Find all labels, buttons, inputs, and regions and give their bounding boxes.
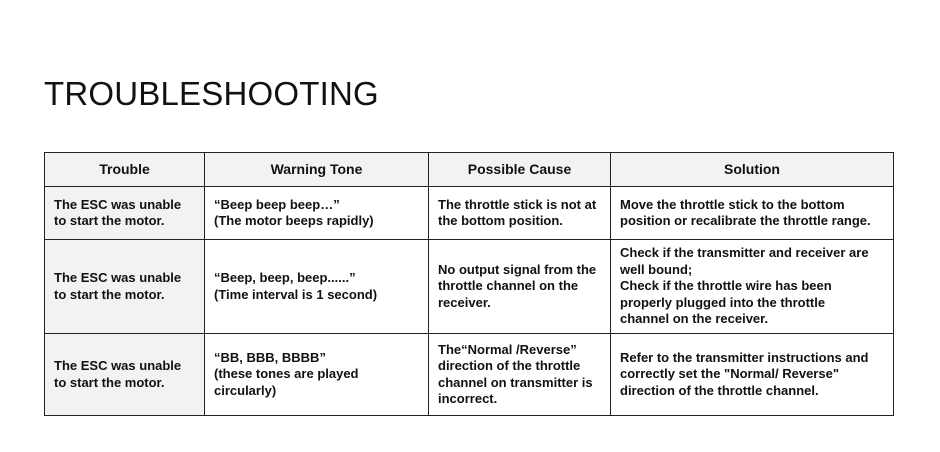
header-solution: Solution bbox=[611, 153, 894, 187]
warning-tone-cell bbox=[205, 240, 429, 334]
cell-line: The“Normal /Reverse” bbox=[438, 341, 577, 357]
cell-line: No output signal from the bbox=[438, 261, 597, 277]
cell-line: channel on the receiver. bbox=[620, 311, 769, 327]
possible-cause-cell bbox=[429, 334, 611, 416]
table-header-row bbox=[45, 153, 894, 187]
cell-line: The throttle stick is not at bbox=[438, 196, 597, 212]
cell-line: the bottom position. bbox=[438, 213, 563, 228]
warning-tone-cell bbox=[205, 187, 429, 240]
cell-line: (these tones are played bbox=[214, 366, 359, 382]
cell-line: “Beep beep beep…” bbox=[214, 196, 340, 212]
cell-line: (Time interval is 1 second) bbox=[214, 286, 378, 302]
trouble-cell bbox=[45, 334, 205, 416]
page-title: TROUBLESHOOTING bbox=[44, 75, 379, 112]
cell-line: direction of the throttle bbox=[438, 358, 581, 373]
possible-cause-cell bbox=[429, 187, 611, 240]
header-trouble: Trouble bbox=[45, 153, 205, 187]
cell-line: “Beep, beep, beep......” bbox=[214, 270, 356, 285]
solution-cell bbox=[611, 334, 894, 416]
header-warning-tone: Warning Tone bbox=[205, 153, 429, 187]
cell-line: well bound; bbox=[620, 261, 693, 277]
cell-line: circularly) bbox=[214, 382, 277, 398]
cell-line: incorrect. bbox=[438, 391, 498, 406]
cell-line: Check if the throttle wire has been bbox=[620, 278, 832, 294]
cell-line: position or recalibrate the throttle range. bbox=[620, 213, 871, 228]
cell-line: direction of the throttle channel. bbox=[620, 382, 819, 398]
trouble-cell bbox=[45, 240, 205, 334]
cell-line: The ESC was unable bbox=[54, 358, 182, 373]
table-row bbox=[45, 334, 894, 416]
cell-line: correctly set the "Normal/ Reverse" bbox=[620, 366, 839, 382]
trouble-cell bbox=[45, 187, 205, 240]
cell-line: Refer to the transmitter instructions and bbox=[620, 349, 869, 365]
header-possible-cause: Possible Cause bbox=[429, 153, 611, 187]
cell-line: throttle channel on the bbox=[438, 278, 579, 294]
warning-tone-cell bbox=[205, 334, 429, 416]
cell-line: channel on transmitter is bbox=[438, 374, 593, 390]
cell-line: receiver. bbox=[438, 294, 491, 310]
table-row bbox=[45, 187, 894, 240]
cell-line: “BB, BBB, BBBB” bbox=[214, 349, 326, 365]
cell-line: Check if the transmitter and receiver are bbox=[620, 245, 869, 261]
possible-cause-cell bbox=[429, 240, 611, 334]
cell-line: (The motor beeps rapidly) bbox=[214, 213, 374, 228]
cell-line: to start the motor. bbox=[54, 374, 165, 390]
cell-line: Move the throttle stick to the bottom bbox=[620, 196, 845, 212]
cell-line: The ESC was unable bbox=[54, 270, 182, 285]
table-row bbox=[45, 240, 894, 334]
cell-line: The ESC was unable bbox=[54, 196, 182, 212]
troubleshooting-table bbox=[44, 152, 894, 416]
solution-cell bbox=[611, 240, 894, 334]
solution-cell bbox=[611, 187, 894, 240]
cell-line: to start the motor. bbox=[54, 213, 165, 228]
cell-line: properly plugged into the throttle bbox=[620, 294, 826, 310]
cell-line: to start the motor. bbox=[54, 286, 165, 302]
